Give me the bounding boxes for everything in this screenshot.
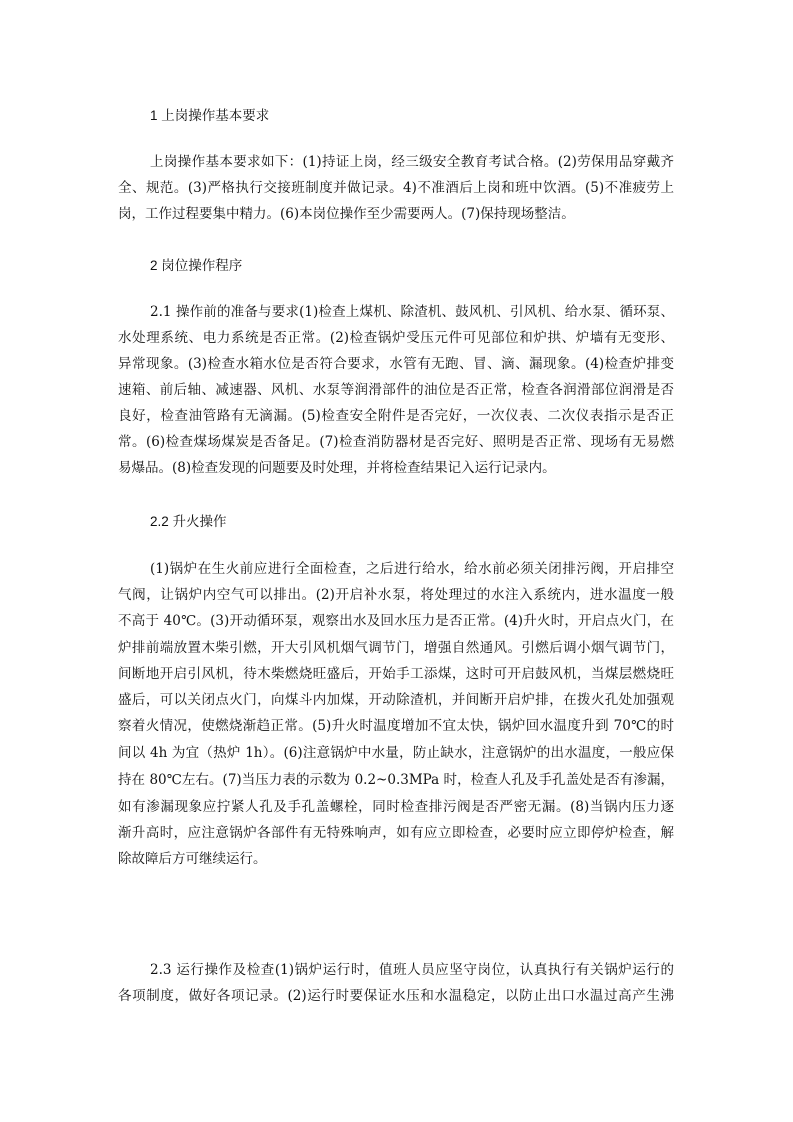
text-line: 常。(6)检查煤场煤炭是否备足。(7)检查消防器材是否完好、照明是否正常、现场有无易燃 bbox=[118, 434, 674, 450]
section-heading-2-2: 2.2 升火操作 bbox=[150, 514, 227, 529]
text-line: 除故障后方可继续运行。 bbox=[118, 851, 267, 867]
text-line: 水处理系统、电力系统是否正常。(2)检查锅炉受压元件可见部位和炉拱、炉墙有无变形、 bbox=[118, 330, 674, 346]
text-line: 上岗操作基本要求如下：(1)持证上岗，经三级安全教育考试合格。(2)劳保用品穿戴齐 bbox=[150, 154, 674, 170]
text-line: 不高于 40℃。(3)开动循环泵，观察出水及回水压力是否正常。(4)升火时，开启点火门，在 bbox=[118, 613, 674, 629]
text-line: 炉排前端放置木柴引燃，开大引风机烟气调节门，增强自然通风。引燃后调小烟气调节门， bbox=[118, 640, 674, 656]
text-line: 异常现象。(3)检查水箱水位是否符合要求，水管有无跑、冒、滴、漏现象。(4)检查炉排变 bbox=[118, 356, 674, 372]
text-line: 良好，检查油管路有无滴漏。(5)检查安全附件是否完好，一次仪表、二次仪表指示是否正 bbox=[118, 408, 674, 424]
section-heading-2: 2 岗位操作程序 bbox=[150, 258, 243, 273]
text-line: 全、规范。(3)严格执行交接班制度并做记录。4)不准酒后上岗和班中饮酒。(5)不准疲劳上 bbox=[118, 180, 674, 196]
text-line: 2.1 操作前的准备与要求(1)检查上煤机、除渣机、鼓风机、引风机、给水泵、循环泵、 bbox=[150, 304, 674, 320]
text-line: (1)锅炉在生火前应进行全面检查，之后进行给水，给水前必须关闭排污阀，开启排空 bbox=[150, 561, 674, 577]
text-line: 气阀，让锅炉内空气可以排出。(2)开启补水泵，将处理过的水注入系统内，进水温度一般 bbox=[118, 587, 674, 603]
text-line: 各项制度，做好各项记录。(2)运行时要保证水压和水温稳定，以防止出口水温过高产生沸 bbox=[118, 988, 674, 1004]
text-line: 速箱、前后轴、减速器、风机、水泵等润滑部件的油位是否正常，检查各润滑部位润滑是否 bbox=[118, 382, 674, 398]
text-line: 渐升高时，应注意锅炉各部件有无特殊响声，如有应立即检查，必要时应立即停炉检查，解 bbox=[118, 825, 674, 841]
section-heading-1: 1 上岗操作基本要求 bbox=[150, 108, 270, 123]
text-line: 如有渗漏现象应拧紧人孔及手孔盖螺栓，同时检查排污阀是否严密无漏。(8)当锅内压力逐 bbox=[118, 799, 674, 815]
text-line: 易爆品。(8)检查发现的问题要及时处理，并将检查结果记入运行记录内。 bbox=[118, 460, 556, 476]
text-line: 间以 4h 为宜（热炉 1h）。(6)注意锅炉中水量，防止缺水，注意锅炉的出水温度，一般应保 bbox=[118, 745, 674, 761]
text-line: 察着火情况，使燃烧渐趋正常。(5)升火时温度增加不宜太快，锅炉回水温度升到 70℃的时 bbox=[118, 718, 674, 734]
text-line: 2.3 运行操作及检查(1)锅炉运行时，值班人员应坚守岗位，认真执行有关锅炉运行的 bbox=[150, 962, 674, 978]
text-line: 间断地开启引风机，待木柴燃烧旺盛后，开始手工添煤，这时可开启鼓风机，当煤层燃烧旺 bbox=[118, 666, 674, 682]
text-line: 岗，工作过程要集中精力。(6)本岗位操作至少需要两人。(7)保持现场整洁。 bbox=[118, 206, 575, 222]
text-line: 持在 80℃左右。(7)当压力表的示数为 0.2~0.3MPa 时，检查人孔及手孔盖处是否有渗漏， bbox=[118, 772, 674, 788]
text-line: 盛后，可以关闭点火门，向煤斗内加煤，开动除渣机，并间断开启炉排，在拨火孔处加强观 bbox=[118, 692, 674, 708]
